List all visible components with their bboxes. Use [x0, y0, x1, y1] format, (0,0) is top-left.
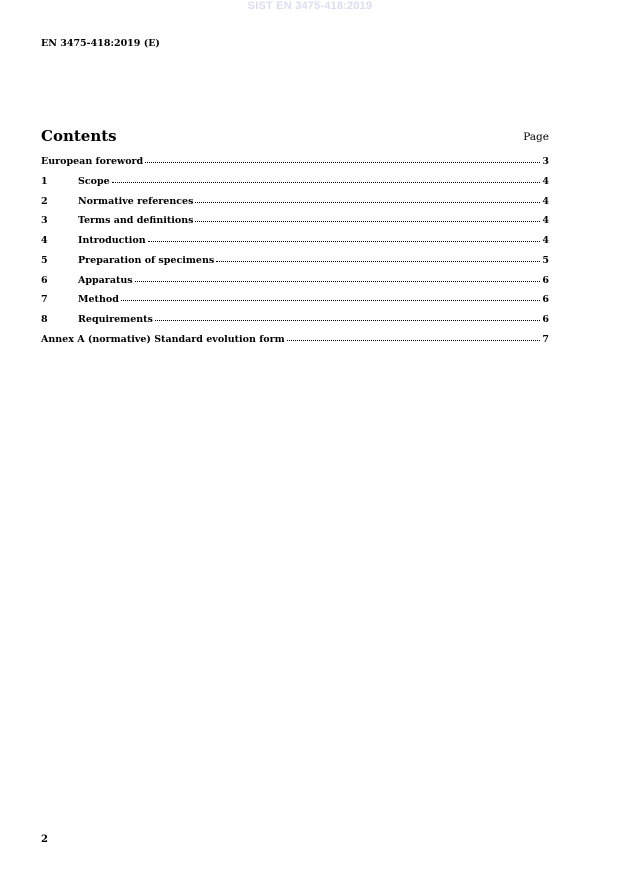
toc-entry-label: Apparatus	[78, 274, 133, 286]
toc-entry-apparatus[interactable]	[41, 275, 549, 295]
toc-entry-introduction[interactable]	[41, 235, 549, 255]
toc-leader-dots	[195, 220, 540, 222]
toc-title: Contents	[41, 127, 117, 145]
toc-leader-dots	[148, 240, 541, 242]
toc-entry-page: 4	[542, 195, 549, 207]
toc-leader-dots	[287, 339, 541, 341]
toc-heading	[41, 123, 549, 145]
toc-entry-page: 3	[542, 156, 549, 167]
page-number: 2	[41, 834, 48, 845]
toc-entry-number: 8	[41, 314, 48, 325]
toc-entry-european-foreword[interactable]	[41, 156, 549, 176]
toc-entry-page: 7	[542, 333, 549, 345]
toc-leader-dots	[216, 260, 540, 262]
toc-entry-number: 2	[41, 195, 48, 207]
toc-entry-scope[interactable]	[41, 176, 549, 196]
toc-entry-label: Requirements	[78, 314, 153, 325]
toc-entry-page: 5	[542, 254, 549, 266]
toc-leader-dots	[195, 201, 540, 203]
toc-leader-dots	[112, 181, 541, 183]
toc-entry-number: 6	[41, 274, 48, 286]
toc-leader-dots	[121, 299, 541, 301]
toc-leader-dots	[135, 280, 541, 282]
toc-entry-page: 4	[542, 215, 549, 227]
toc-entry-requirements[interactable]	[41, 314, 549, 334]
toc-entry-number: 4	[41, 235, 48, 246]
document-id: EN 3475-418:2019 (E)	[41, 38, 160, 49]
toc-entry-normative-references[interactable]	[41, 196, 549, 216]
toc-entry-label: Annex A (normative) Standard evolution form	[41, 333, 285, 345]
toc-entry-page: 6	[542, 294, 549, 306]
toc-leader-dots	[145, 161, 540, 163]
toc-entry-label: Terms and definitions	[78, 215, 194, 227]
toc-entry-preparation-of-specimens[interactable]	[41, 255, 549, 275]
toc-entry-terms-and-definitions[interactable]	[41, 215, 549, 235]
toc-entry-number: 3	[41, 215, 48, 227]
toc-entry-method[interactable]	[41, 294, 549, 314]
toc-entry-label: Method	[78, 294, 119, 306]
toc-entry-page: 6	[542, 274, 549, 286]
toc-entry-label: Scope	[78, 175, 110, 187]
toc-entry-annex-a[interactable]	[41, 334, 549, 354]
toc-entry-label: European foreword	[41, 156, 144, 167]
toc-entry-page: 4	[542, 235, 549, 246]
toc-leader-dots	[155, 319, 540, 321]
toc-entry-number: 5	[41, 254, 48, 266]
toc-page-column-label: Page	[523, 131, 549, 143]
toc-entry-label: Introduction	[78, 235, 146, 246]
toc-entry-label: Preparation of specimens	[78, 254, 215, 266]
toc-entry-label: Normative references	[78, 195, 194, 207]
toc-entry-page: 6	[542, 314, 549, 325]
toc-entry-page: 4	[542, 175, 549, 187]
watermark: SIST EN 3475-418:2019	[247, 0, 373, 12]
toc-entry-number: 1	[41, 175, 48, 187]
toc-entry-number: 7	[41, 294, 48, 306]
toc-list	[41, 156, 549, 354]
